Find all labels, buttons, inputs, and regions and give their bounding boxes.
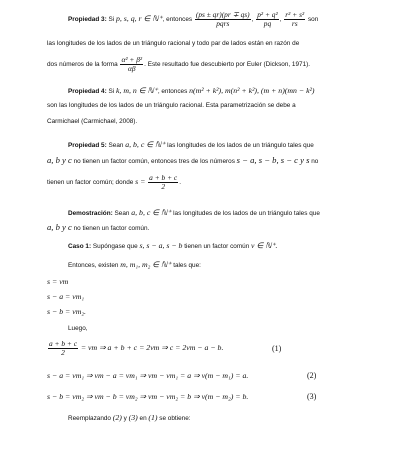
luego-fraction xyxy=(48,340,78,357)
reemplazando-text: Reemplazando xyxy=(68,415,111,422)
prop5-text-end: las longitudes de los lados de un triángulo tales que xyxy=(167,142,314,149)
caso1-line xyxy=(68,241,278,251)
fraction-numerator: α² + β² xyxy=(121,55,143,64)
prop3-fraction-2 xyxy=(256,11,279,28)
ref-2: (2) xyxy=(112,413,122,422)
prop5-vars: a, b, c ∈ ℕ⁺ xyxy=(125,140,166,149)
prop4-line2: son las longitudes de los lados de un triángulo racional. Esta parametrización se debe a xyxy=(47,102,296,109)
ref-3: (3) xyxy=(128,413,138,422)
prop3-fraction-3 xyxy=(284,11,305,28)
prop3-line1: Propiedad 3: Si p, s, q, r ∈ ℕ⁺, entonces (ps ± qr)(pr ∓ qs) pqrs , $\frac{\text{p² + q²}}{pq}$ , $\frac{\text{r² + s²}}{rs}$ son xyxy=(68,10,319,28)
equation-number-3: (3) xyxy=(307,392,317,401)
prop4-line3: Carmichael (Carmichael, 2008). xyxy=(47,118,138,125)
fraction-numerator: (ps ± qr)(pr ∓ qs) xyxy=(195,10,250,19)
equation-s-minus-b: s − b = vm₂. xyxy=(47,307,87,316)
reemplazando-y: y xyxy=(123,415,127,422)
caso1-vars: s, s − a, s − b xyxy=(139,241,183,250)
fraction-numerator: r² + s² xyxy=(285,10,305,19)
prop4-intro: Si xyxy=(108,88,115,95)
fraction-denominator: rs xyxy=(291,19,298,28)
caso1-v: v ∈ ℕ⁺. xyxy=(251,241,278,250)
equation-number-1: (1) xyxy=(272,344,282,353)
prop3-fraction-1 xyxy=(195,11,251,28)
demo-line2-text: no tienen un factor común. xyxy=(73,225,150,232)
demo-vars: a, b, c ∈ ℕ⁺ xyxy=(131,208,172,217)
fraction-numerator: a + b + c xyxy=(149,173,178,182)
luego-equation-2: s − a = vm₁ ⇒ vm − a = vm₁ ⇒ vm − vm₁ = a ⇒ v(m − m₁) = a. xyxy=(47,371,249,380)
fraction-denominator: αβ xyxy=(128,64,136,73)
caso1-text: Supóngase que xyxy=(92,243,138,250)
prop5-line2-numbers: s − a, s − b, s − c y s xyxy=(236,155,310,165)
reemplazando-line xyxy=(68,413,191,423)
prop3-line3-text: dos números de la forma xyxy=(47,61,118,69)
prop3-intro: Si xyxy=(108,16,115,24)
fraction-numerator: a + b + c xyxy=(49,339,78,348)
prop4-line1 xyxy=(68,86,315,96)
fraction-denominator: 2 xyxy=(61,348,65,357)
luego-equation-1 xyxy=(47,340,223,357)
fraction-denominator: 2 xyxy=(161,182,166,191)
reemplazando-end: se obtiene: xyxy=(159,415,191,422)
prop4-expressions: n(m² + k²), m(n² + k²), (m + n)(mn − k²) xyxy=(189,86,315,95)
existen-text: Entonces, existen xyxy=(68,262,119,269)
demo-line1 xyxy=(68,208,320,218)
luego-equation-3: s − b = vm₂ ⇒ vm − b = vm₂ ⇒ vm − vm₂ = b ⇒ v(m − m₂) = b. xyxy=(47,392,249,401)
prop5-text: Sean xyxy=(108,142,124,149)
fraction-denominator: pqrs xyxy=(216,19,230,28)
equation-number-2: (2) xyxy=(307,371,317,380)
demo-line2-vars: a, b y c xyxy=(47,222,72,232)
caso1-text2: tienen un factor común xyxy=(184,243,250,250)
prop5-s-equals: s = xyxy=(135,177,146,187)
prop3-son: son xyxy=(307,16,319,24)
prop5-line3-text: tienen un factor común; donde xyxy=(47,179,134,187)
prop3-vars: p, s, q, r ∈ ℕ⁺ xyxy=(115,14,163,24)
existen-line xyxy=(68,260,201,270)
prop4-label: Propiedad 4: xyxy=(68,88,107,95)
prop4-entonces: , entonces xyxy=(157,88,188,95)
prop3-entonces: , entonces xyxy=(162,16,193,24)
prop3-label: Propiedad 3: xyxy=(68,16,107,24)
prop5-line3 xyxy=(47,174,181,191)
equation-s: s = vm xyxy=(47,277,69,286)
reemplazando-en: en xyxy=(139,415,147,422)
demo-label: Demostración: xyxy=(68,210,113,217)
luego-equation-1-rest: = vm ⇒ a + b + c = 2vm ⇒ c = 2vm − a − b. xyxy=(80,343,224,353)
luego-label: Luego, xyxy=(68,325,88,332)
prop5-fraction xyxy=(148,174,178,191)
existen-end: tales que: xyxy=(173,262,201,269)
prop5-line1 xyxy=(68,140,314,150)
ref-1: (1) xyxy=(148,413,158,422)
prop5-label: Propiedad 5: xyxy=(68,142,107,149)
fraction-numerator: p² + q² xyxy=(257,10,278,19)
prop5-line2-end: no xyxy=(311,158,319,165)
prop3-line2: las longitudes de los lados de un triángulo racional y todo par de lados están en razón de xyxy=(47,40,300,47)
prop5-line2-vars: a, b y c xyxy=(47,155,72,165)
prop5-line2-text: no tienen un factor común, entonces tres de los números xyxy=(73,158,235,165)
existen-vars: m, m₁, m₂ ∈ ℕ⁺ xyxy=(120,260,172,269)
caso1-label: Caso 1: xyxy=(68,243,92,250)
prop4-vars: k, m, n ∈ ℕ⁺ xyxy=(115,86,158,95)
demo-line2 xyxy=(47,223,149,233)
prop5-line3-end: . xyxy=(179,179,181,187)
fraction-denominator: pq xyxy=(263,19,272,28)
prop3-line3 xyxy=(47,56,310,73)
equation-s-minus-a: s − a = vm₁ xyxy=(47,292,85,301)
prop3-fraction-4 xyxy=(120,56,143,73)
prop3-line3-end: . Este resultado fue descubierto por Euler (Dickson, 1971). xyxy=(144,61,311,69)
prop5-line2 xyxy=(47,156,318,166)
demo-text: Sean xyxy=(114,210,130,217)
demo-text-end: las longitudes de los lados de un triángulo tales que xyxy=(173,210,320,217)
